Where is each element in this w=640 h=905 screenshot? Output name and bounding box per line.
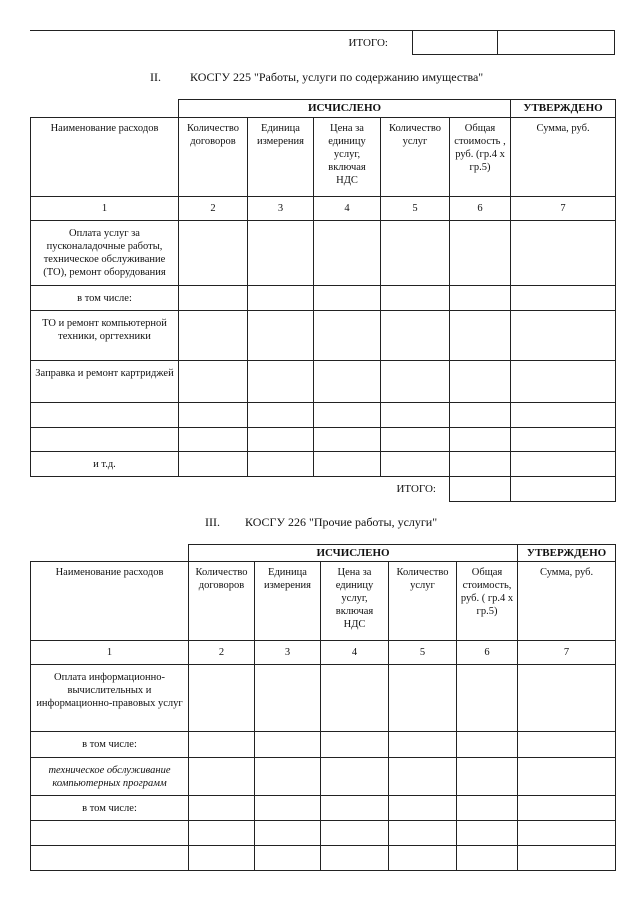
expense-name-cell: в том числе:: [31, 286, 179, 311]
value-cell: [381, 221, 450, 286]
table-row: [31, 452, 616, 477]
column-header-service-count: Количество услуг: [389, 562, 457, 641]
value-cell: [511, 221, 616, 286]
total-approved-cell: [511, 477, 616, 502]
column-header-service-count: Количество услуг: [381, 118, 450, 197]
group-header-row: [31, 545, 616, 562]
expense-name-cell: в том числе:: [31, 732, 189, 758]
section-3-number: III.: [205, 515, 220, 529]
value-cell: [511, 428, 616, 452]
column-number: 2: [179, 197, 248, 221]
value-cell: [189, 665, 255, 732]
column-header-contract-count: Количество договоров: [189, 562, 255, 641]
value-cell: [450, 428, 511, 452]
section-3-table: [30, 544, 616, 871]
section-3-title: КОСГУ 226 "Прочие работы, услуги": [245, 515, 438, 529]
value-cell: [450, 452, 511, 477]
group-header-row: [31, 100, 616, 118]
value-cell: [321, 796, 389, 821]
column-header-approved-sum: Сумма, руб.: [511, 118, 616, 197]
expense-name-cell: техническое обслуживание компьютерных программ: [31, 758, 189, 796]
section-2-title: КОСГУ 225 "Работы, услуги по содержанию имущества": [190, 70, 484, 84]
value-cell: [518, 821, 616, 846]
value-cell: [457, 821, 518, 846]
value-cell: [518, 732, 616, 758]
table-row-blank: [31, 428, 616, 452]
value-cell: [189, 821, 255, 846]
value-cell: [321, 732, 389, 758]
table-row: [31, 286, 616, 311]
column-header-contract-count: Количество договоров: [179, 118, 248, 197]
group-approved-header: УТВЕРЖДЕНО: [518, 545, 616, 562]
value-cell: [381, 452, 450, 477]
value-cell: [511, 403, 616, 428]
value-cell: [381, 286, 450, 311]
value-cell: [179, 452, 248, 477]
group-approved-header: УТВЕРЖДЕНО: [511, 100, 616, 118]
column-header-total-cost: Общая стоимость , руб. (гр.4 х гр.5): [450, 118, 511, 197]
expense-name-cell: [31, 428, 179, 452]
value-cell: [255, 665, 321, 732]
table-row-blank: [31, 403, 616, 428]
group-calculated-header: ИСЧИСЛЕНО: [179, 100, 511, 118]
value-cell: [314, 452, 381, 477]
column-header-expense-name: Наименование расходов: [31, 118, 179, 197]
table-row-blank: [31, 846, 616, 871]
value-cell: [314, 311, 381, 361]
table-row-blank: [31, 821, 616, 846]
table-row: [31, 665, 616, 732]
column-number: 4: [314, 197, 381, 221]
value-cell: [457, 796, 518, 821]
value-cell: [389, 821, 457, 846]
value-cell: [255, 846, 321, 871]
value-cell: [248, 221, 314, 286]
table-row: [31, 311, 616, 361]
column-header-row: [31, 118, 616, 197]
value-cell: [248, 452, 314, 477]
value-cell: [179, 428, 248, 452]
column-number: 6: [450, 197, 511, 221]
value-cell: [255, 732, 321, 758]
value-cell: [248, 286, 314, 311]
value-cell: [179, 403, 248, 428]
value-cell: [321, 665, 389, 732]
value-cell: [518, 758, 616, 796]
top-total-cost-cell: [412, 30, 498, 55]
value-cell: [511, 361, 616, 403]
value-cell: [248, 428, 314, 452]
value-cell: [518, 846, 616, 871]
value-cell: [189, 732, 255, 758]
value-cell: [321, 846, 389, 871]
table-row: [31, 361, 616, 403]
column-number: 7: [511, 197, 616, 221]
column-header-row: [31, 562, 616, 641]
value-cell: [457, 846, 518, 871]
column-header-unit-price: Цена за единицу услуг, включая НДС: [314, 118, 381, 197]
total-row: [31, 477, 616, 502]
value-cell: [189, 846, 255, 871]
value-cell: [255, 758, 321, 796]
value-cell: [179, 286, 248, 311]
value-cell: [381, 361, 450, 403]
column-number-row: [31, 641, 616, 665]
group-calculated-header: ИСЧИСЛЕНО: [189, 545, 518, 562]
top-total-approved-cell: [497, 30, 615, 55]
value-cell: [321, 758, 389, 796]
value-cell: [321, 821, 389, 846]
value-cell: [255, 821, 321, 846]
value-cell: [255, 796, 321, 821]
column-number: 5: [381, 197, 450, 221]
value-cell: [518, 796, 616, 821]
value-cell: [457, 732, 518, 758]
value-cell: [450, 286, 511, 311]
value-cell: [450, 361, 511, 403]
value-cell: [179, 361, 248, 403]
column-header-unit: Единица измерения: [248, 118, 314, 197]
column-number: 3: [248, 197, 314, 221]
value-cell: [248, 403, 314, 428]
value-cell: [314, 286, 381, 311]
column-header-approved-sum: Сумма, руб.: [518, 562, 616, 641]
table-row: [31, 732, 616, 758]
column-header-expense-name: Наименование расходов: [31, 562, 189, 641]
column-number: 2: [189, 641, 255, 665]
value-cell: [389, 758, 457, 796]
value-cell: [314, 361, 381, 403]
column-header-unit: Единица измерения: [255, 562, 321, 641]
expense-name-cell: ТО и ремонт компьютерной техники, оргтехники: [31, 311, 179, 361]
table-row: [31, 221, 616, 286]
value-cell: [389, 665, 457, 732]
expense-name-cell: [31, 821, 189, 846]
value-cell: [450, 311, 511, 361]
table-row: [31, 758, 616, 796]
column-header-total-cost: Общая стоимость, руб. ( гр.4 х гр.5): [457, 562, 518, 641]
value-cell: [511, 286, 616, 311]
value-cell: [189, 796, 255, 821]
expense-name-cell: Оплата информационно-вычислительных и информационно-правовых услуг: [31, 665, 189, 732]
column-number: 6: [457, 641, 518, 665]
expense-name-cell: в том числе:: [31, 796, 189, 821]
expense-name-cell: и т.д.: [31, 452, 179, 477]
column-number-row: [31, 197, 616, 221]
total-label: ИТОГО:: [31, 477, 450, 502]
value-cell: [179, 221, 248, 286]
value-cell: [450, 221, 511, 286]
column-number: 4: [321, 641, 389, 665]
expense-name-cell: [31, 846, 189, 871]
top-total-label: ИТОГО:: [348, 37, 388, 49]
expense-name-cell: [31, 403, 179, 428]
column-number: 7: [518, 641, 616, 665]
value-cell: [389, 732, 457, 758]
value-cell: [381, 311, 450, 361]
value-cell: [457, 665, 518, 732]
value-cell: [189, 758, 255, 796]
value-cell: [314, 428, 381, 452]
value-cell: [314, 221, 381, 286]
section-2-table: [30, 99, 616, 502]
value-cell: [511, 311, 616, 361]
value-cell: [389, 796, 457, 821]
column-number: 3: [255, 641, 321, 665]
expense-name-cell: Заправка и ремонт картриджей: [31, 361, 179, 403]
column-number: 5: [389, 641, 457, 665]
header-spacer: [31, 100, 179, 118]
column-number: 1: [31, 197, 179, 221]
expense-name-cell: Оплата услуг за пусконаладочные работы, техническое обслуживание (ТО), ремонт оборудования: [31, 221, 179, 286]
table-row: [31, 796, 616, 821]
value-cell: [248, 311, 314, 361]
value-cell: [314, 403, 381, 428]
value-cell: [389, 846, 457, 871]
value-cell: [179, 311, 248, 361]
value-cell: [450, 403, 511, 428]
value-cell: [511, 452, 616, 477]
section-2-number: II.: [150, 70, 161, 84]
value-cell: [248, 361, 314, 403]
column-header-unit-price: Цена за единицу услуг, включая НДС: [321, 562, 389, 641]
value-cell: [518, 665, 616, 732]
value-cell: [381, 428, 450, 452]
total-cost-cell: [450, 477, 511, 502]
column-number: 1: [31, 641, 189, 665]
header-spacer: [31, 545, 189, 562]
value-cell: [381, 403, 450, 428]
value-cell: [457, 758, 518, 796]
